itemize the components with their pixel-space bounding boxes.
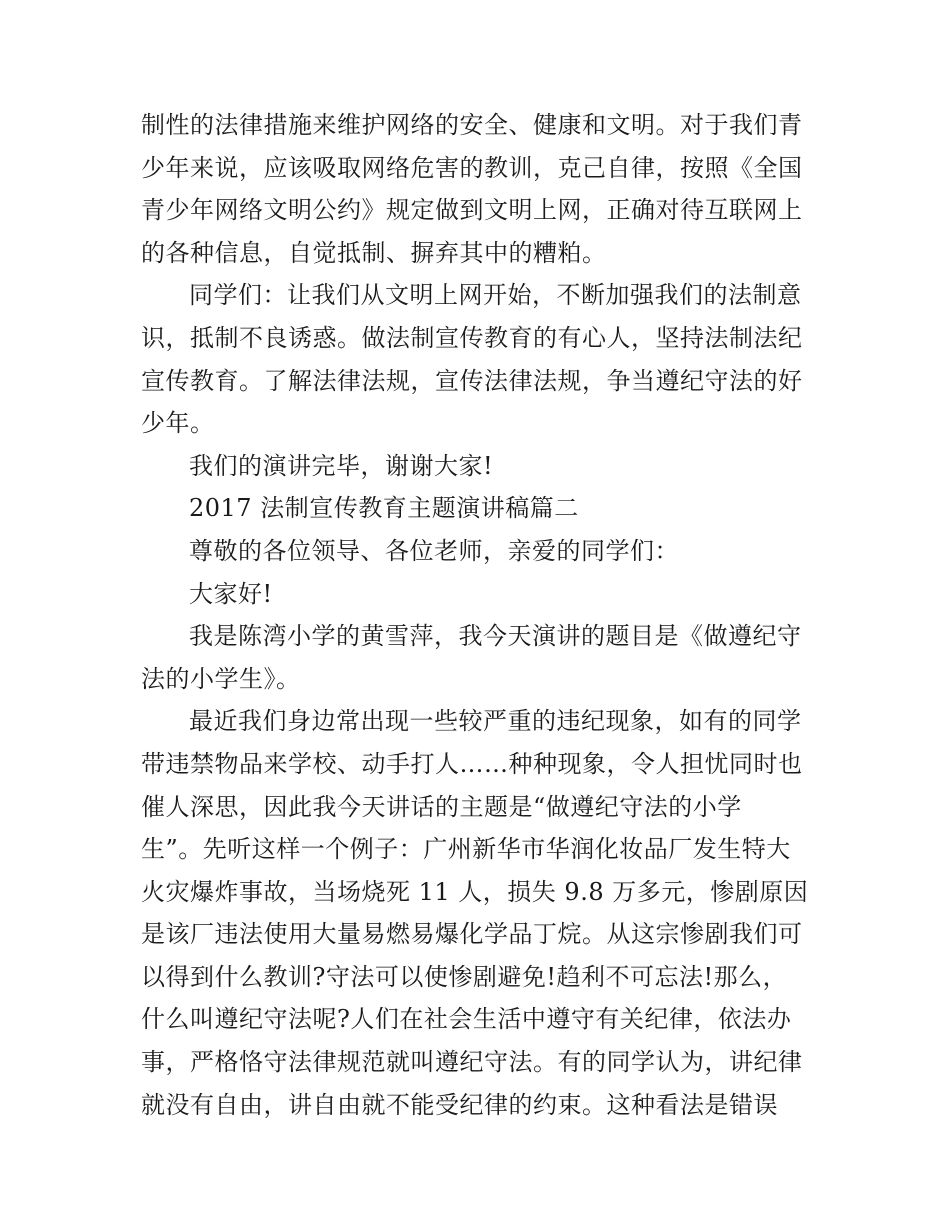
text-line: 少年来说，应该吸取网络危害的教训，克己自律，按照《全国 [141,153,803,182]
text-line: 青少年网络文明公约》规定做到文明上网，正确对待互联网上 [141,196,803,225]
text-line: 制性的法律措施来维护网络的安全、健康和文明。对于我们青 [141,111,803,139]
text-line: 少年。 [141,409,215,438]
text-line: 法的小学生》。 [141,664,301,693]
document-body [141,104,817,1126]
text-line: 我是陈湾小学的黄雪萍，我今天演讲的题目是《做遵纪守 [189,622,802,651]
text-line: 宣传教育。了解法律法规，宣传法律法规，争当遵纪守法的好 [141,366,803,395]
text-line: 是该厂违法使用大量易燃易爆化学品丁烷。从这宗惨剧我们可 [141,920,803,949]
text-line: 催人深思，因此我今天讲话的主题是“做遵纪守法的小学 [141,792,742,821]
text-line: 同学们：让我们从文明上网开始，不断加强我们的法制意 [189,281,802,310]
text-line: 什么叫遵纪守法呢?人们在社会生活中遵守有关纪律，依法办 [141,1005,792,1034]
text-line: 识，抵制不良诱惑。做法制宣传教育的有心人，坚持法制法纪 [141,323,803,352]
greeting: 大家好! [189,579,273,608]
text-line: 的各种信息，自觉抵制、摒弃其中的糟粕。 [141,238,607,267]
text-line: 我们的演讲完毕，谢谢大家! [189,451,494,480]
section-heading: 2017 法制宣传教育主题演讲稿篇二 [189,494,579,523]
text-line: 以得到什么教训?守法可以使惨剧避免!趋利不可忘法!那么， [141,962,788,991]
text-line: 事，严格恪守法律规范就叫遵纪守法。有的同学认为，讲纪律 [141,1048,803,1077]
text-line: 带违禁物品来学校、动手打人……种种现象，令人担忧同时也 [141,749,803,778]
salutation: 尊敬的各位领导、各位老师，亲爱的同学们： [189,536,679,565]
text-line: 就没有自由，讲自由就不能受纪律的约束。这种看法是错误 [141,1090,778,1119]
text-line: 生”。先听这样一个例子：广州新华市华润化妆品厂发生特大 [141,835,791,864]
text-line: 火灾爆炸事故，当场烧死 11 人，损失 9.8 万多元，惨剧原因 [141,877,809,906]
text-line: 最近我们身边常出现一些较严重的违纪现象，如有的同学 [189,707,802,736]
